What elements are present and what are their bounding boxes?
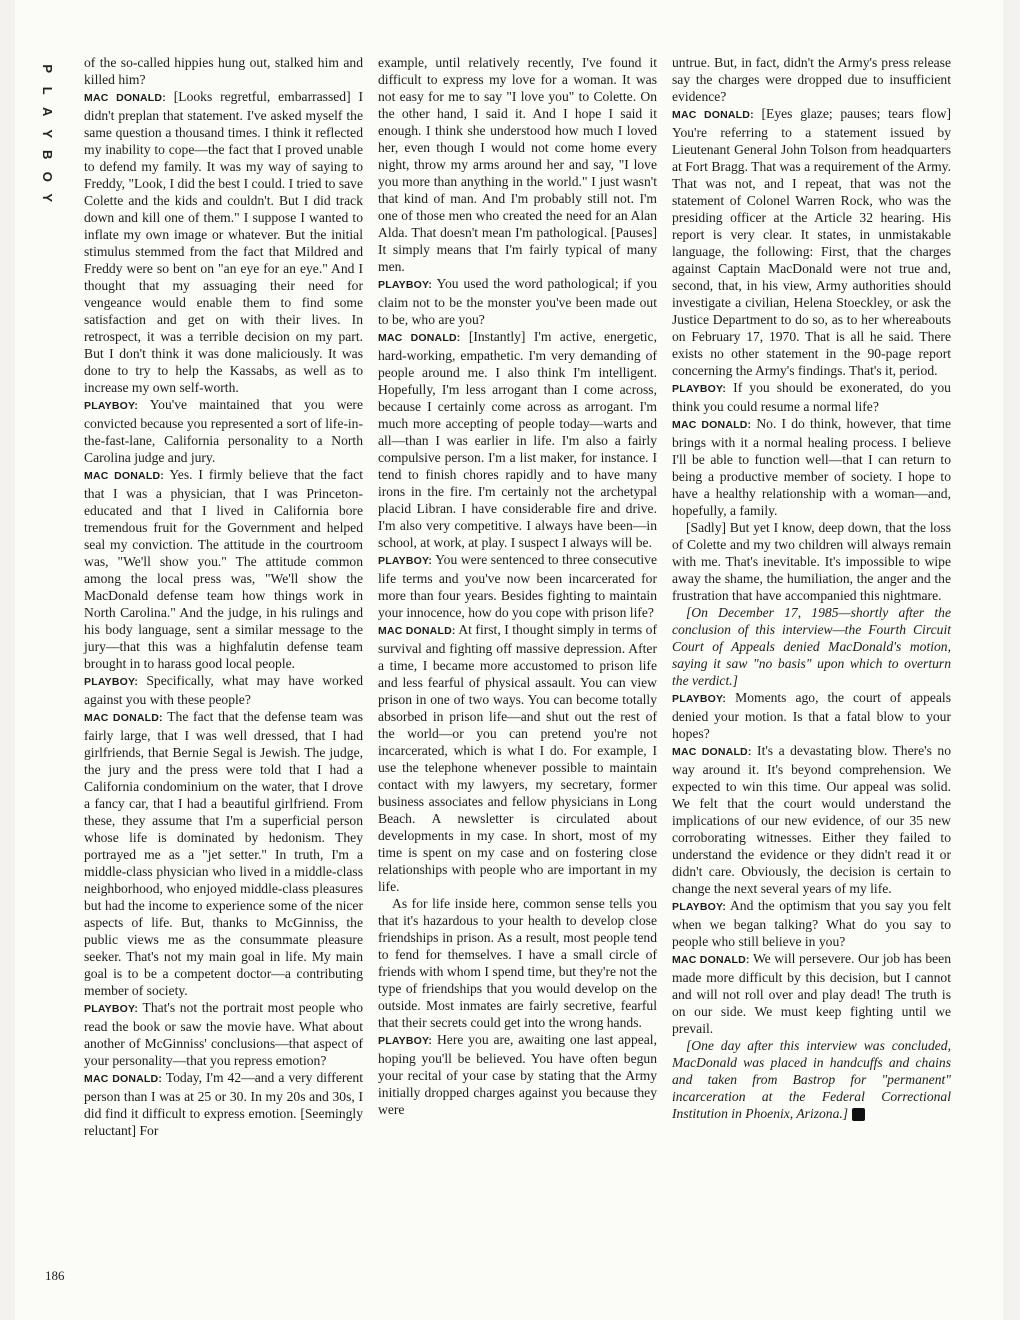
- paragraph: [84, 999, 363, 1069]
- paragraph: [672, 519, 951, 604]
- paragraph-text: [Eyes glaze; pauses; tears flow] You're referring to a statement issued by Lieutenant General John Tolson from headquarters at Fort Bragg. That was a requirement of the Army. That was not, and I repeat, that was not the statement of Colonel Warren Rock, who was the presiding officer at the Article 32 hearing. His report is very clear. It states, in unmistakable language, the following: First, that the charges against Captain MacDonald were not true and, second, that, in his view, Army authorities should investigate a civilian, Helena Stoeckley, or ask the Justice Department to do so, as to her whereabouts on February 17, 1970. That is all he said. There exists no other statement in the 90-page report concerning the Army's findings. That's it, period.: [672, 106, 951, 378]
- speaker-label: MAC DONALD:: [378, 625, 456, 637]
- running-head-letter: L: [39, 86, 55, 95]
- text-column-1: [84, 54, 363, 1139]
- speaker-label: PLAYBOY:: [84, 1003, 139, 1015]
- paragraph-text: It's a devastating blow. There's no way around it. It's beyond comprehension. We expected to win this time. Our appeal was solid. We felt that the court would understand the implications of our new evidence, of our 35 new corroborating witnesses. Either they failed to understand the evidence or they didn't read it or didn't care. Obviously, the decision is certain to change the next several years of my life.: [672, 743, 951, 896]
- paragraph: [378, 275, 657, 328]
- speaker-label: MAC DONALD:: [672, 109, 754, 121]
- speaker-label: MAC DONALD:: [84, 712, 163, 724]
- speaker-label: MAC DONALD:: [672, 954, 750, 966]
- paragraph-text: [Looks regretful, embarrassed] I didn't preplan that statement. I've asked myself the same question a thousand times. I think it reflected my inability to cope—the fact that I proved unable to defend my family. It was my way of saying to Freddy, "Look, I did the best I could. I tried to save Colette and the kids and couldn't. But I did track down and kill one of them." I suppose I wanted to inflate my own image or whatever. But the initial stimulus stemmed from the fact that Mildred and Freddy were so bent on "an eye for an eye." And I thought that my assuaging their need for vengeance would enable them to find some satisfaction and get on with their lives. In retrospect, it was a terrible decision on my part. But I don't think it was done maliciously. It was done to try to help the Kassabs, as well as to increase my own self-worth.: [84, 89, 363, 395]
- paragraph-text: That's not the portrait most people who read the book or saw the movie have. What about another of McGinniss' conclusions—that aspect of your personality—that you repress emotion?: [84, 1000, 363, 1068]
- paragraph-text: of the so-called hippies hung out, stalked him and killed him?: [84, 55, 363, 87]
- paragraph: [84, 1069, 363, 1139]
- running-head-letter: Y: [39, 193, 55, 203]
- speaker-label: MAC DONALD:: [672, 419, 752, 431]
- running-head-letter: P: [39, 64, 55, 74]
- text-column-2: [378, 54, 657, 1118]
- paragraph: [84, 466, 363, 672]
- paragraph-text: If you should be exonerated, do you think you could resume a normal life?: [672, 380, 951, 414]
- running-head-letter: O: [39, 171, 55, 182]
- running-head-magazine-name: [38, 58, 56, 209]
- paragraph-text: Specifically, what may have worked against you with these people?: [84, 673, 363, 707]
- paragraph: [378, 895, 657, 1031]
- paragraph: [672, 897, 951, 950]
- paragraph-text: You've maintained that you were convicted because you represented a sort of life-in-the-fast-lane, California personality to a North Carolina judge and jury.: [84, 397, 363, 465]
- running-head-letter: A: [39, 107, 55, 117]
- speaker-label: PLAYBOY:: [378, 1035, 433, 1047]
- paragraph-text: As for life inside here, common sense tells you that it's hazardous to your health to develop close friendships in prison. As a result, most people tend to fend for themselves. I have a small circle of friends with whom I spend time, but they're not the type of friendships that you would develop on the outside. Most inmates are fairly secretive, fearful that their secrets could get into the wrong hands.: [378, 896, 657, 1030]
- paragraph-text: [Instantly] I'm active, energetic, hard-working, empathetic. I'm very demanding of people around me. I also think I'm intelligent. Hopefully, I'm less arrogant than I come across, because I certainly come across as arrogant. I'm much more accepting of people today—warts and all—than I was earlier in life. I'm also a fairly compulsive person. I'm a list maker, for instance. I tend to finish chores rapidly and to have many irons in the fire. I'm certainly not the archetypal placid Libran. I have considerable fire and drive. I'm also very competitive. I always have been—in school, at work, at play. I suspect I always will be.: [378, 329, 657, 550]
- paragraph: [84, 54, 363, 88]
- paragraph-text: The fact that the defense team was fairly large, that I was well dressed, that I had girlfriends, that Bernie Segal is Jewish. The judge, the jury and the press were told that I had a California condominium on the water, that I drove a fancy car, that I had a beautiful girlfriend. From these, they assume that I'm a superficial person whose life is dominated by hedonism. They portrayed me as a "jet setter." In truth, I'm a middle-class physician who lived in a middle-class neighborhood, who enjoyed middle-class pleasures but had the income to experience some of the nicer aspects of life. But, thanks to McGinniss, the public views me as the consummate pleasure seeker. That's not my main goal in life. My main goal is to be a competent doctor—a contributing member of society.: [84, 709, 363, 998]
- paragraph: [672, 604, 951, 689]
- paragraph-text: And the optimism that you say you felt when we began talking? What do you say to people who still believe in you?: [672, 898, 951, 949]
- paragraph-text: Today, I'm 42—and a very different person than I was at 25 or 30. In my 20s and 30s, I did find it difficult to express emotion. [Seemingly reluctant] For: [84, 1070, 363, 1138]
- paragraph-text: untrue. But, in fact, didn't the Army's press release say the charges were dropped due to insufficient evidence?: [672, 55, 951, 104]
- speaker-label: PLAYBOY:: [84, 676, 139, 688]
- paragraph: [84, 88, 363, 396]
- paragraph-text: example, until relatively recently, I've found it difficult to express my love for a woman. It was not easy for me to say "I love you" to Colette. On the other hand, I said it. And I hope I said it enough. I think she understood how much I loved her, even though I would not come home every night, throw my arms around her and say, "I love you more than anything in the world." I just wasn't that kind of man. And I'm probably still not. I'm one of those men who created the need for an Alan Alda. That doesn't mean I'm pathological. [Pauses] It simply means that I'm fairly typical of many men.: [378, 55, 657, 274]
- paragraph: [672, 742, 951, 897]
- paragraph: [672, 689, 951, 742]
- paragraph-text: [On December 17, 1985—shortly after the conclusion of this interview—the Fourth Circuit Court of Appeals denied MacDonald's motion, saying it saw "no basis" upon which to overturn the verdict.]: [672, 605, 951, 688]
- running-head-letter: Y: [39, 128, 55, 138]
- running-head-letter: B: [39, 150, 55, 160]
- paragraph: [672, 379, 951, 415]
- paragraph: [672, 105, 951, 379]
- paragraph: [378, 621, 657, 895]
- speaker-label: PLAYBOY:: [84, 400, 139, 412]
- paragraph-text: Moments ago, the court of appeals denied your motion. Is that a fatal blow to your hopes?: [672, 690, 951, 741]
- speaker-label: MAC DONALD:: [84, 92, 166, 104]
- paragraph: [672, 54, 951, 105]
- speaker-label: MAC DONALD:: [84, 470, 164, 482]
- speaker-label: PLAYBOY:: [672, 693, 727, 705]
- paragraph: [378, 54, 657, 275]
- paragraph: [84, 672, 363, 708]
- paragraph-text: [One day after this interview was concluded, MacDonald was placed in handcuffs and chains and taken from Bastrop for "permanent" incarceration at the Federal Correctional Institution in Phoenix, Arizona.]: [672, 1038, 951, 1121]
- speaker-label: MAC DONALD:: [378, 332, 461, 344]
- paragraph: [378, 328, 657, 551]
- page-number: 186: [45, 1268, 65, 1283]
- paragraph-text: You were sentenced to three consecutive life terms and you've now been incarcerated for more than four years. Besides fighting to maintain your innocence, how do you cope with prison life?: [378, 552, 658, 620]
- paragraph: [378, 551, 657, 621]
- paragraph: [378, 1031, 657, 1118]
- speaker-label: MAC DONALD:: [672, 746, 752, 758]
- speaker-label: PLAYBOY:: [378, 279, 433, 291]
- speaker-label: PLAYBOY:: [378, 555, 433, 567]
- speaker-label: PLAYBOY:: [672, 901, 727, 913]
- bunny-logo-icon: ✿: [852, 1108, 865, 1121]
- paragraph-text: Yes. I firmly believe that the fact that I was a physician, that I was Princeton-educated and that I lived in California bore tremendous fruit for the Government and helped seal my conviction. The attitude in the courtroom was, "We'll show you." The attitude common among the local press was, "We'll show the MacDonald defense team how things work in North Carolina." And the judge, in his rulings and his body language, sent a similar message to the jury—that this was a highfalutin defense team brought in to harass good local people.: [84, 467, 363, 671]
- paragraph-text: No. I do think, however, that time brings with it a normal healing process. I believe I'll be able to function well—that I can return to being a productive member of society. I hope to have a healthy relationship with a woman—and, hopefully, a family.: [672, 416, 951, 518]
- paragraph: [672, 415, 951, 519]
- text-column-3: [672, 54, 951, 1122]
- speaker-label: MAC DONALD:: [84, 1073, 163, 1085]
- paragraph-text: Here you are, awaiting one last appeal, hoping you'll be believed. You have often begun your recital of your case by stating that the Army initially dropped charges against you because they were: [378, 1032, 657, 1117]
- paragraph-text: [Sadly] But yet I know, deep down, that the loss of Colette and my two children will always remain with me. That's inevitable. It's impossible to wipe away the shame, the humiliation, the anger and the frustration that have accompanied this nightmare.: [672, 520, 951, 603]
- paragraph: [672, 1037, 951, 1122]
- paragraph-text: At first, I thought simply in terms of survival and fighting off massive depression. After a time, I became more accustomed to prison life and less fearful of physical assault. You can view prison in one of two ways. You can become totally absorbed in prison life—and shut out the rest of the world—or you can pretend you're not incarcerated, which is what I do. For example, I use the telephone whenever possible to maintain contact with my lawyers, my secretary, former business associates and fellow physicians in Long Beach. A newsletter is circulated about developments in my case. In short, most of my time is spent on my case and on fostering close relationships with people who are important in my life.: [378, 622, 657, 894]
- paragraph: [84, 708, 363, 999]
- paragraph-text: You used the word pathological; if you claim not to be the monster you've been made out to be, who are you?: [378, 276, 657, 327]
- paragraph-text: We will persevere. Our job has been made more difficult by this decision, but I cannot and will not roll over and play dead! The truth is on our side. We must keep fighting until we prevail.: [672, 951, 951, 1036]
- speaker-label: PLAYBOY:: [672, 383, 727, 395]
- paragraph: [84, 396, 363, 466]
- paragraph: [672, 950, 951, 1037]
- magazine-page: [15, 0, 1003, 1320]
